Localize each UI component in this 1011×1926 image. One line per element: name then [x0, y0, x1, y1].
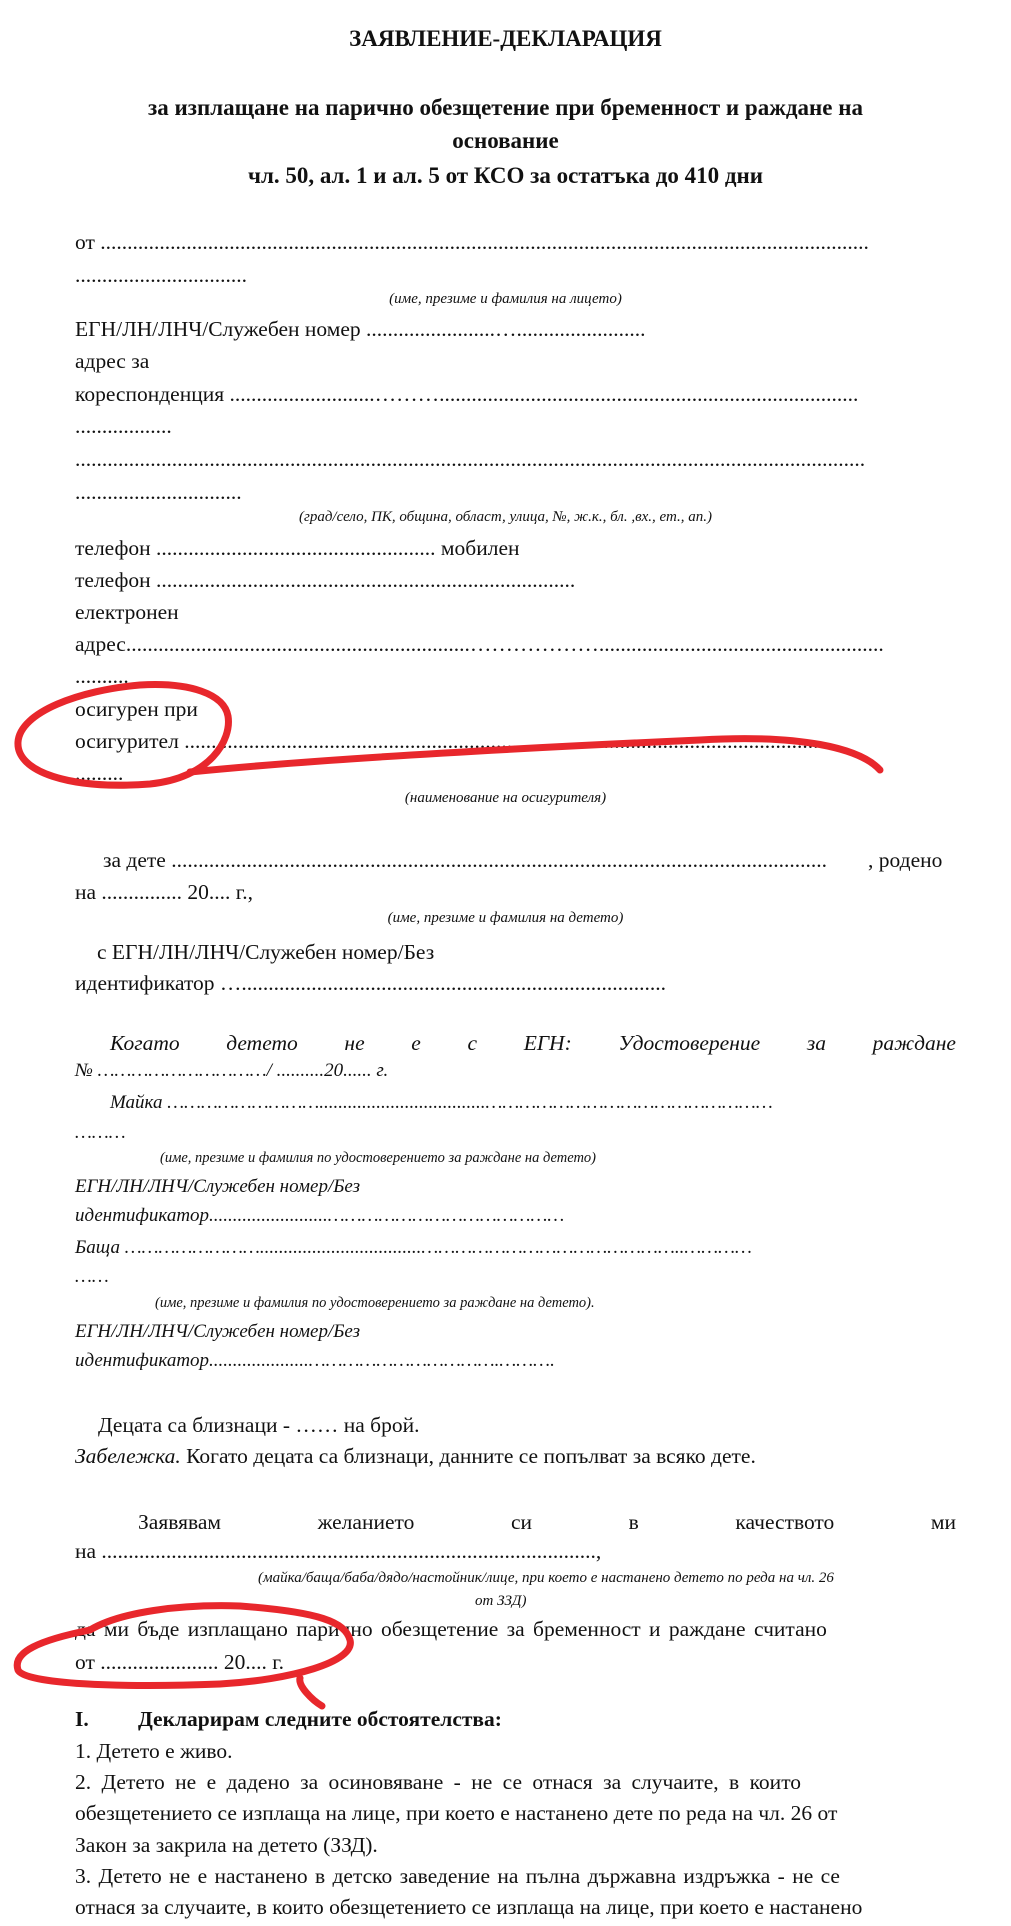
word: с — [467, 1031, 478, 1055]
declaration-item-3-line-2: отнася за случаите, в които обезщетението се изплаща на лице, при което е настанено — [75, 1895, 863, 1919]
payment-line: да ми бъде изплащано парично обезщетение за бременност и раждане считано — [75, 1617, 827, 1641]
word: раждане — [872, 1031, 956, 1055]
word: Удостоверение — [618, 1031, 761, 1055]
birth-date-field[interactable]: на ............... 20.... г., — [75, 880, 253, 904]
word: качеството — [735, 1510, 835, 1534]
father-id-field[interactable]: идентификатор.....................…………………………….………. — [75, 1350, 555, 1371]
mother-id-label: ЕГН/ЛН/ЛНЧ/Служебен номер/Без — [75, 1176, 361, 1197]
child-born-label: , родено — [868, 848, 943, 872]
subtitle-line-1: за изплащане на парично обезщетение при бременност и раждане на — [147, 95, 864, 120]
section-heading: Декларирам следните обстоятелства: — [138, 1707, 502, 1731]
word: желанието — [317, 1510, 415, 1534]
address-field[interactable]: ................................................................................................................................................... — [75, 447, 866, 471]
father-cont: …… — [75, 1266, 109, 1287]
note-label: Забележка. — [75, 1444, 181, 1468]
word: е — [411, 1031, 421, 1055]
declaration-item-2-line-3: Закон за закрила на детето (ЗЗД). — [75, 1833, 378, 1857]
name-hint: (име, презиме и фамилия на лицето) — [389, 291, 622, 307]
capacity-hint-1: (майка/баща/баба/дядо/настойник/лице, при което е настанено детето по реда на чл. 26 — [258, 1570, 834, 1586]
word: за — [806, 1031, 826, 1055]
father-id-label: ЕГН/ЛН/ЛНЧ/Служебен номер/Без — [75, 1321, 361, 1342]
correspondence-cont: .................. — [75, 414, 172, 438]
declaration-item-2-line-2: обезщетението се изплаща на лице, при което е настанено дете по реда на чл. 26 от — [75, 1801, 838, 1825]
email-field[interactable]: адрес................................................................………………..................................................... — [75, 632, 884, 656]
birth-certificate-field[interactable]: № …………………………/ ..........20...... г. — [75, 1060, 389, 1081]
capacity-field[interactable]: на ............................................................................................, — [75, 1539, 602, 1563]
start-date-field[interactable]: от ...................... 20.... г. — [75, 1650, 285, 1674]
address-cont: ............................... — [75, 480, 242, 504]
mother-field[interactable]: Майка ………………………...................................…………………………………………… — [110, 1092, 773, 1113]
insured-label: осигурен при — [75, 697, 198, 721]
word: в — [628, 1510, 639, 1534]
mother-hint: (име, презиме и фамилия по удостоверението за раждане на детето) — [160, 1150, 597, 1166]
declaration-item-2-line-1: 2. Детето не е дадено за осиновяване - не се отнася за случаите, в които — [75, 1770, 802, 1794]
word: не — [344, 1031, 365, 1055]
child-id-field[interactable]: идентификатор …............................................................................... — [75, 971, 667, 995]
mother-id-field[interactable]: идентификатор.........................…………………………………… — [75, 1205, 565, 1226]
insurer-hint: (наименование на осигурителя) — [404, 790, 607, 806]
id-field[interactable]: ЕГН/ЛН/ЛНЧ/Служебен номер ........................…........................ — [75, 317, 646, 341]
word: Когато — [110, 1031, 180, 1055]
insurer-field[interactable]: осигурител ......................................................................................................................... — [75, 729, 835, 753]
note-text: Когато децата са близнаци, данните се попълват за всяко дете. — [180, 1444, 756, 1468]
page-title: ЗАЯВЛЕНИЕ-ДЕКЛАРАЦИЯ — [349, 26, 662, 51]
word: детето — [226, 1031, 298, 1055]
address-label: адрес за — [75, 349, 150, 373]
email-label: електронен — [75, 600, 179, 624]
father-hint: (име, презиме и фамилия по удостоверението за раждане на детето). — [155, 1295, 595, 1311]
address-hint: (град/село, ПК, община, област, улица, №, ж.к., бл. ,вх., ет., ап.) — [299, 509, 712, 525]
insurer-cont: ......... — [75, 761, 124, 785]
mother-cont: ……… — [75, 1122, 126, 1143]
child-name-field[interactable]: за дете .......................................................................................................................... — [103, 848, 827, 872]
correspondence-field[interactable]: кореспонденция ...........................……….............................................................................. — [75, 382, 859, 406]
section-number: I. — [75, 1707, 89, 1731]
email-cont: .......... — [75, 664, 129, 688]
phone-field[interactable]: телефон .................................................... мобилен — [75, 536, 520, 560]
child-name-hint: (име, презиме и фамилия на детето) — [387, 910, 624, 926]
word: ми — [930, 1510, 956, 1534]
from-field[interactable]: от ............................................................................................................................................... — [75, 230, 869, 254]
red-circle-start-date — [17, 1606, 350, 1706]
child-id-label: с ЕГН/ЛН/ЛНЧ/Служебен номер/Без — [97, 940, 435, 964]
twins-count-field[interactable]: Децата са близнаци - …… на брой. — [98, 1413, 420, 1437]
father-field[interactable]: Баща ……………………..................................………………………………………..………… — [75, 1237, 752, 1258]
declaration-item-1: 1. Детето е живо. — [75, 1739, 233, 1763]
declaration-item-3-line-1: 3. Детето не е настанено в детско заведение на пълна държавна издръжка - не се — [75, 1864, 840, 1888]
mobile-field[interactable]: телефон .............................................................................. — [75, 568, 576, 592]
subtitle-line-3: чл. 50, ал. 1 и ал. 5 от КСО за остатъка до 410 дни — [247, 163, 763, 188]
word: си — [510, 1510, 533, 1534]
from-field-cont: ................................ — [75, 263, 247, 287]
subtitle-line-2: основание — [452, 128, 559, 153]
red-scribble-insurer-line — [190, 739, 880, 772]
capacity-hint-2: от ЗЗД) — [475, 1593, 527, 1609]
word: ЕГН: — [523, 1031, 572, 1055]
word: Заявявам — [138, 1510, 221, 1534]
